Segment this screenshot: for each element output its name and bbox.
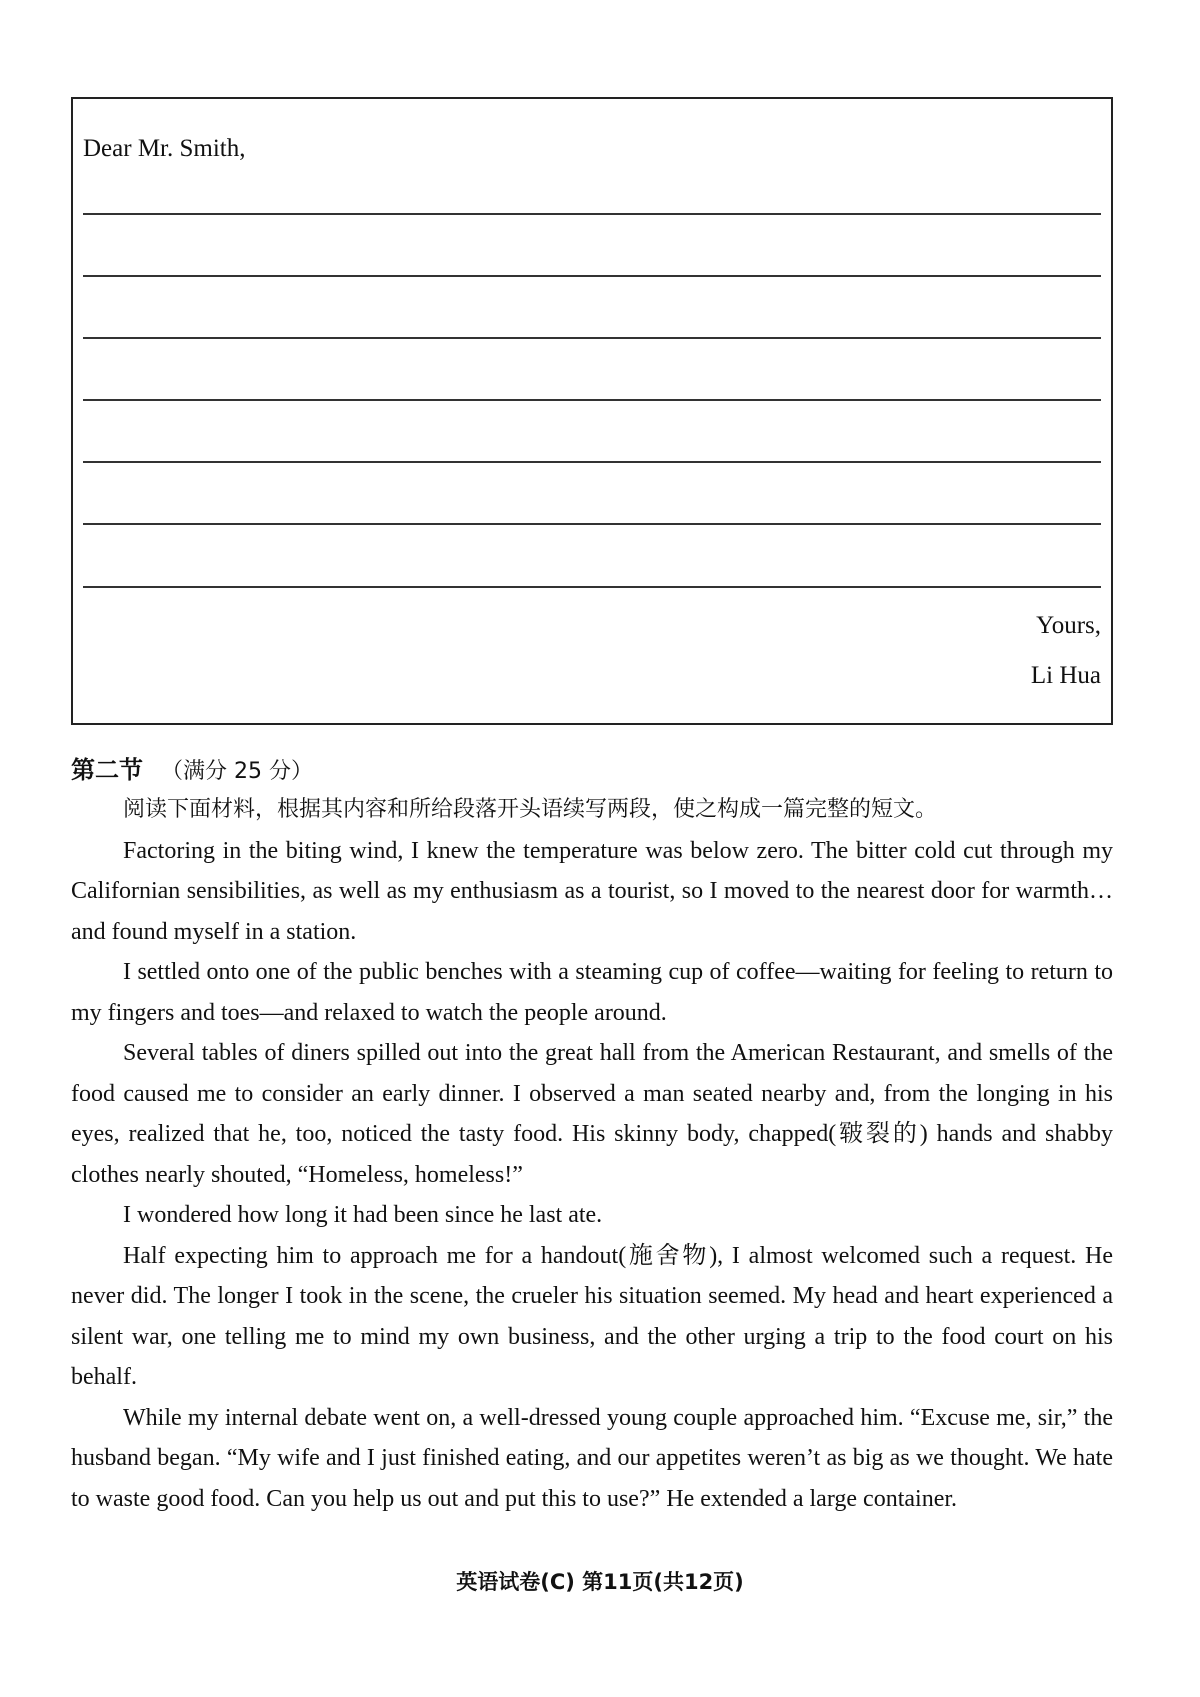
writing-line[interactable] (83, 586, 1101, 588)
section-score: （满分 25 分） (161, 759, 313, 784)
letter-signature: Li Hua (1030, 662, 1101, 689)
section-title: 第二节 (71, 756, 143, 784)
passage-paragraph: Half expecting him to approach me for a handout(施舍物), I almost welcomed such a request. He never did. The longer I took in the scene, the crueler his situation seemed. My head and heart experienced a silent war, one telling me to mind my own business, and the other urging a trip to the food court on his behalf. (71, 1242, 1113, 1390)
passage-paragraph: Several tables of diners spilled out into the great hall from the American Restaurant, and smells of the food caused me to consider an early dinner. I observed a man seated nearby and, from the longing in his eyes, realized that he, too, noticed the tasty food. His skinny body, chapped(皲裂的) hands and shabby clothes nearly shouted, “Homeless, homeless!” (71, 1040, 1113, 1188)
passage-paragraph: Factoring in the biting wind, I knew the temperature was below zero. The bitter cold cut through my Californian sensibilities, as well as my enthusiasm as a tourist, so I moved to the nearest door for warmth…and found myself in a station. (71, 837, 1113, 945)
passage-paragraph: I settled onto one of the public benches with a steaming cup of coffee—waiting for feeling to return to my fingers and toes—and relaxed to watch the people around. (71, 959, 1113, 1026)
writing-line[interactable] (83, 523, 1101, 525)
section-instruction: 阅读下面材料，根据其内容和所给段落开头语续写两段，使之构成一篇完整的短文。 (123, 797, 938, 822)
letter-salutation: Dear Mr. Smith, (83, 135, 246, 162)
writing-line[interactable] (83, 399, 1101, 401)
writing-line[interactable] (83, 213, 1101, 215)
letter-writing-box (71, 97, 1113, 725)
passage-paragraph: I wondered how long it had been since he last ate. (123, 1202, 603, 1228)
writing-line[interactable] (83, 461, 1101, 463)
section-heading (71, 750, 313, 785)
letter-closing: Yours, (1036, 612, 1101, 639)
writing-line[interactable] (83, 275, 1101, 277)
page-footer: 英语试卷(C) 第11页(共12页) (456, 1570, 744, 1594)
reading-passage (71, 790, 1113, 1519)
writing-line[interactable] (83, 337, 1101, 339)
passage-paragraph: While my internal debate went on, a well-dressed young couple approached him. “Excuse me, sir,” the husband began. “My wife and I just finished eating, and our appetites weren’t as big as we thought. We hate to waste good food. Can you help us out and put this to use?” He extended a large container. (71, 1404, 1113, 1512)
